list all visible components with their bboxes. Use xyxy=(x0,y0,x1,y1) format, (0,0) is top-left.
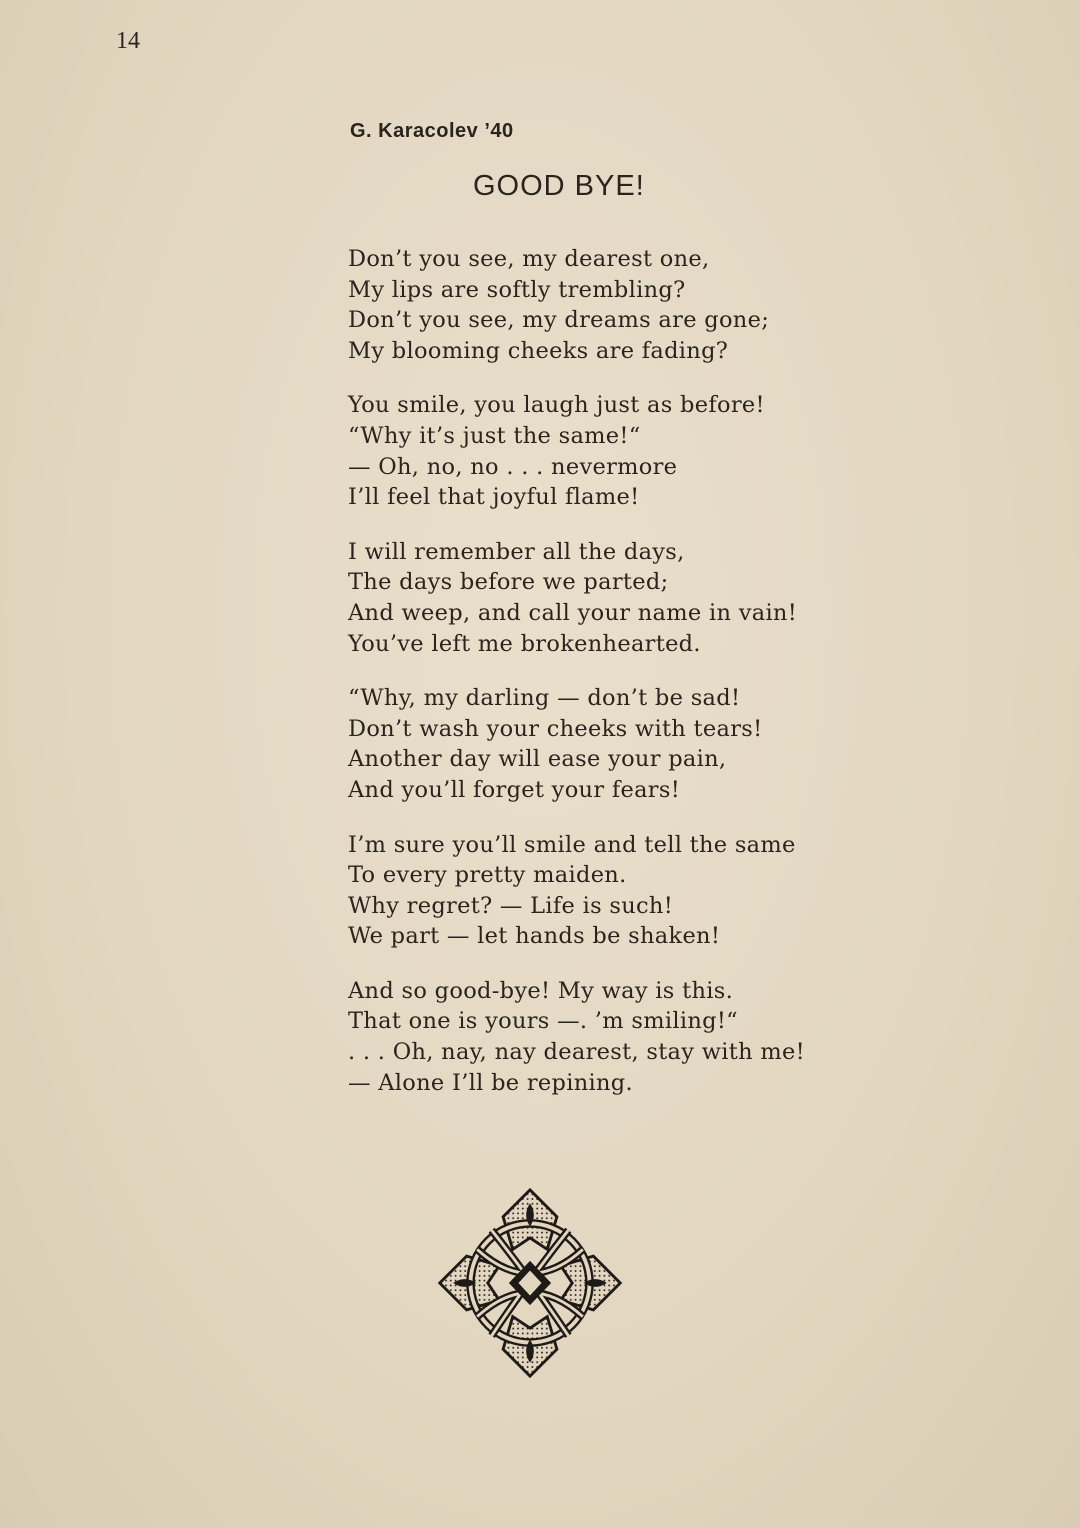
stanza xyxy=(348,244,828,366)
poem-line: That one is yours —. ’m smiling!“ xyxy=(348,1008,738,1035)
stanza xyxy=(348,830,828,952)
poem-line: And so good-bye! My way is this. xyxy=(348,977,734,1004)
poem-body xyxy=(348,244,828,1122)
poem-author: G. Karacolev ’40 xyxy=(350,120,514,142)
stanza xyxy=(348,976,828,1098)
poem-line: Don’t wash your cheeks with tears! xyxy=(348,715,763,742)
poem-line: And you’ll forget your fears! xyxy=(348,776,681,803)
poem-line: Don’t you see, my dreams are gone; xyxy=(348,307,770,334)
poem-line: To every pretty maiden. xyxy=(348,862,627,889)
poem-line: . . . Oh, nay, nay dearest, stay with me! xyxy=(348,1039,805,1066)
celtic-knot-ornament-icon xyxy=(434,1182,626,1384)
poem-line: Another day will ease your pain, xyxy=(348,746,727,773)
poem-line: Why regret? — Life is such! xyxy=(348,892,674,919)
poem-line: — Alone I’ll be repining. xyxy=(348,1069,633,1096)
poem-line: I will remember all the days, xyxy=(348,538,685,565)
page-number: 14 xyxy=(116,28,140,54)
poem-line: “Why, my darling — don’t be sad! xyxy=(348,685,741,712)
poem-line: My lips are softly trembling? xyxy=(348,276,686,303)
stanza xyxy=(348,683,828,805)
poem-line: “Why it’s just the same!“ xyxy=(348,422,641,449)
poem-line: I’ll feel that joyful flame! xyxy=(348,484,640,511)
stanza xyxy=(348,537,828,659)
poem-title: GOOD BYE! xyxy=(473,170,645,202)
stanza xyxy=(348,390,828,512)
poem-line: And weep, and call your name in vain! xyxy=(348,599,798,626)
poem-line: I’m sure you’ll smile and tell the same xyxy=(348,831,796,858)
poem-line: The days before we parted; xyxy=(348,569,669,596)
poem-line: You’ve left me brokenhearted. xyxy=(348,630,701,657)
poem-line: You smile, you laugh just as before! xyxy=(348,392,765,419)
poem-line: We part — let hands be shaken! xyxy=(348,923,721,950)
poem-line: My blooming cheeks are fading? xyxy=(348,337,729,364)
poem-line: — Oh, no, no . . . nevermore xyxy=(348,453,678,480)
poem-line: Don’t you see, my dearest one, xyxy=(348,246,710,272)
